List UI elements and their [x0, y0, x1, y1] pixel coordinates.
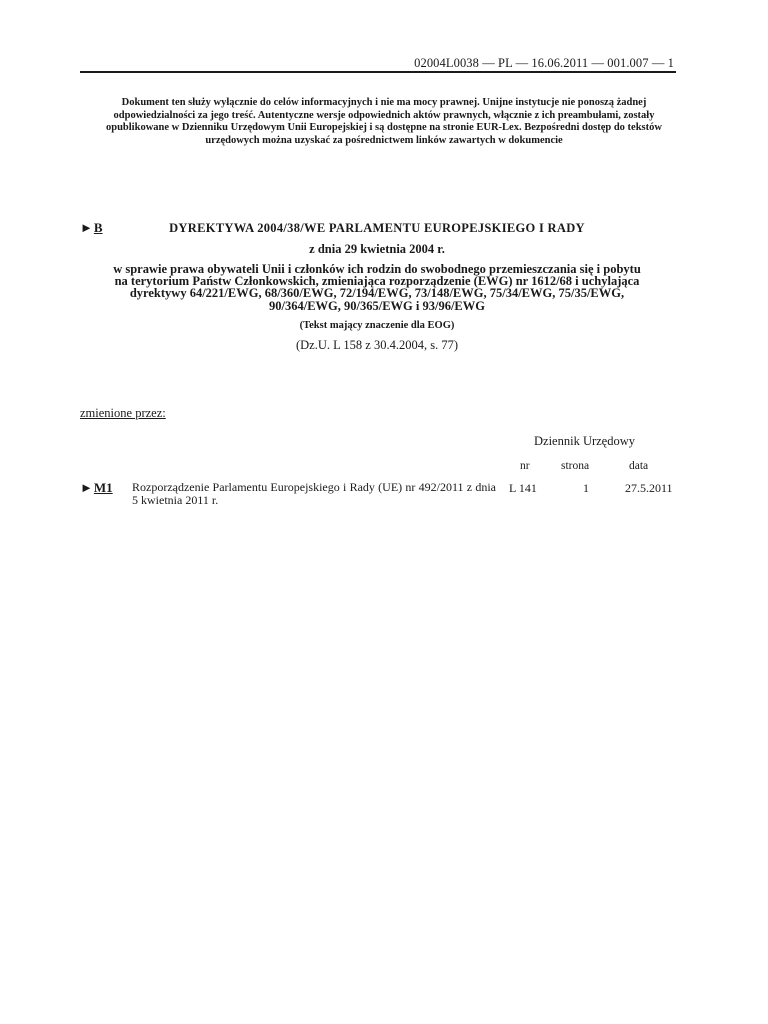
marker-arrow-icon: ►: [80, 220, 93, 235]
marker-arrow-icon: ►: [80, 480, 93, 495]
marker-code[interactable]: M1: [93, 480, 113, 495]
directive-title: DYREKTYWA 2004/38/WE PARLAMENTU EUROPEJSKIEGO I RADY: [169, 221, 585, 235]
document-id: 02004L0038 — PL — 16.06.2011 — 001.007 — 1: [414, 56, 674, 70]
directive-subject: w sprawie prawa obywateli Unii i członków ich rodzin do swobodnego przemieszczania się i pobytu na terytorium Państw Członkowskich, zmieniająca rozporządzenie (EWG) nr 1612/68 i uchylająca dyrektywy 64/221/EWG, 68/360/EWG, 72/194/EWG, 73/148/EWG, 75/34/EWG, 75/35/EWG, 90/364/EWG, 90/365/EWG i 93/96/EWG: [113, 262, 641, 313]
amended-by-label: zmienione przez:: [80, 406, 166, 420]
marker-b[interactable]: [80, 220, 103, 236]
disclaimer-text: Dokument ten służy wyłącznie do celów informacyjnych i nie ma mocy prawnej. Unijne instytucje nie ponoszą żadnej odpowiedzialności za jego treść. Autentyczne wersje odpowiednich aktów prawnych, włącznie z ich preambułami, zostały opublikowane w Dzienniku Urzędowym Unii Europejskiej i są dostępne na stronie EUR-Lex. Bezpośredni dostęp do tekstów urzędowych można uzyskać za pośrednictwem linków zawartych w dokumencie: [106, 97, 662, 146]
amendment-data: 27.5.2011: [625, 481, 673, 495]
marker-code[interactable]: B: [93, 220, 103, 235]
column-header-data: data: [629, 460, 649, 472]
column-header-strona: strona: [561, 460, 590, 472]
directive-date: z dnia 29 kwietnia 2004 r.: [309, 242, 445, 256]
amendment-strona: 1: [583, 481, 589, 495]
directive-eea-note: (Tekst mający znaczenie dla EOG): [299, 320, 455, 331]
header-rule: [80, 71, 676, 73]
amendment-nr: L 141: [509, 481, 537, 495]
amendment-description: Rozporządzenie Parlamentu Europejskiego i Rady (UE) nr 492/2011 z dnia 5 kwietnia 2011 r.: [132, 480, 496, 507]
directive-oj-reference: (Dz.U. L 158 z 30.4.2004, s. 77): [295, 338, 458, 352]
oj-heading: Dziennik Urzędowy: [534, 434, 636, 448]
column-header-nr: nr: [520, 460, 530, 472]
marker-m1[interactable]: [80, 480, 113, 496]
